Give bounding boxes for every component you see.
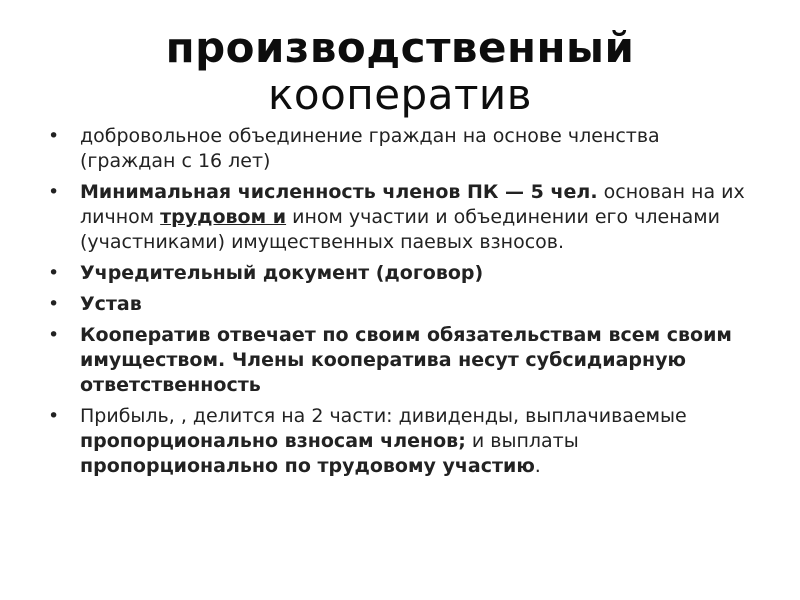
bullet-item-profit [48, 404, 760, 479]
bullet-bold-text: Учредительный документ (договор) [80, 262, 484, 284]
bullet-icon: • [48, 181, 60, 203]
bullet-text: добровольное объединение граждан на основе членства (граждан с 16 лет) [80, 125, 660, 172]
bullet-icon: • [48, 262, 60, 284]
bullet-text: Прибыль, , делится на 2 части: дивиденды, выплачиваемые [80, 405, 687, 427]
bullet-text: и выплаты [465, 430, 591, 452]
bullet-item-min-members [48, 180, 760, 255]
bullet-text: ином участии и объединении его членами (участниками) имущественных паевых взносов. [80, 206, 720, 253]
bullet-icon: • [48, 125, 60, 147]
bullet-bold-text: пропорционально по трудовому участию [80, 455, 535, 477]
bullet-icon: • [48, 324, 60, 346]
bullet-bold-underlined-text: трудовом и [160, 206, 287, 228]
bullet-bold-text: Кооператив отвечает по своим обязательствам всем своим имуществом. Члены кооператива несут субсидиарную ответственность [80, 324, 732, 396]
bullet-list [48, 124, 760, 485]
bullet-icon: • [48, 405, 60, 427]
bullet-item-charter [48, 292, 760, 317]
title-line-2: кооператив [268, 70, 532, 119]
bullet-bold-text: Устав [80, 293, 142, 315]
bullet-bold-text: пропорционально взносам членов; [80, 430, 466, 452]
bullet-bold-text: Минимальная численность членов ПК — 5 чел. [80, 181, 598, 203]
bullet-item-membership [48, 124, 760, 174]
slide-title [0, 22, 800, 120]
bullet-item-liability [48, 323, 760, 398]
bullet-icon: • [48, 293, 60, 315]
bullet-text: основан на их личном [80, 181, 745, 228]
bullet-item-founding-document [48, 261, 760, 286]
bullet-text: . [534, 455, 541, 477]
title-line-1: производственный [165, 23, 635, 72]
